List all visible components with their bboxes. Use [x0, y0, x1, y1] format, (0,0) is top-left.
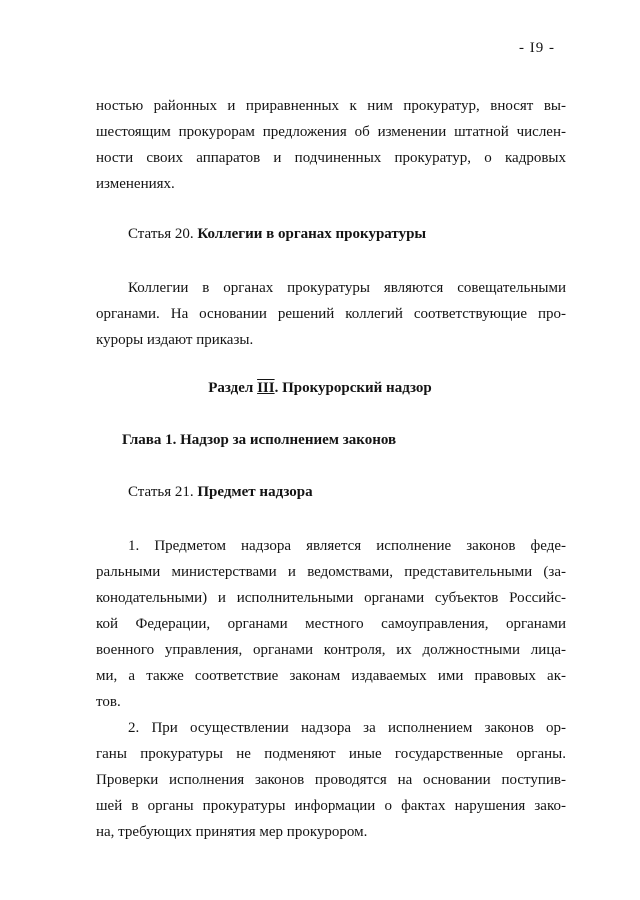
- article-21-para1-line: кой Федерации, органами местного самоуправления, органами: [96, 616, 566, 632]
- article-21-title: Предмет надзора: [197, 484, 313, 500]
- article-20-heading: [128, 226, 426, 243]
- article-21-heading: [128, 484, 313, 501]
- section-prefix: Раздел: [208, 380, 258, 396]
- intro-line: ностью районных и приравненных к ним прокуратур, вносят вы-: [96, 98, 566, 114]
- article-20-prefix: Статья 20.: [128, 226, 194, 242]
- intro-line: ности своих аппаратов и подчиненных прокуратур, о кадровых: [96, 150, 566, 166]
- section-title: . Прокурорский надзор: [274, 380, 432, 396]
- article-21-para2-line: Проверки исполнения законов проводятся на основании поступив-: [96, 772, 566, 788]
- intro-line: шестоящим прокурорам предложения об изменении штатной числен-: [96, 124, 566, 140]
- article-21-para2-line: ганы прокуратуры не подменяют иные государственные органы.: [96, 746, 566, 762]
- article-21-para1-line: тов.: [96, 694, 121, 710]
- article-21-prefix: Статья 21.: [128, 484, 194, 500]
- intro-line: изменениях.: [96, 176, 175, 192]
- article-21-para2-line: 2. При осуществлении надзора за исполнением законов ор-: [128, 720, 566, 736]
- article-20-line: Коллегии в органах прокуратуры являются совещательными: [128, 280, 566, 296]
- article-21-para2-line: на, требующих принятия мер прокурором.: [96, 824, 368, 840]
- article-20-title: Коллегии в органах прокуратуры: [197, 226, 427, 242]
- article-21-para2-line: шей в органы прокуратуры информации о фактах нарушения зако-: [96, 798, 566, 814]
- article-20-line: органами. На основании решений коллегий соответствующие про-: [96, 306, 566, 322]
- article-21-para1-line: ми, а также соответствие законам издаваемых ими правовых ак-: [96, 668, 566, 684]
- section-heading: [0, 380, 640, 397]
- article-21-para1-line: военного управления, органами контроля, их должностными лица-: [96, 642, 566, 658]
- article-20-line: куроры издают приказы.: [96, 332, 254, 348]
- chapter-heading: Глава 1. Надзор за исполнением законов: [122, 432, 397, 448]
- article-21-para1-line: конодательными) и исполнительными органами субъектов Российс-: [96, 590, 566, 606]
- section-numeral: III: [257, 380, 275, 396]
- page-number: - I9 -: [519, 40, 555, 56]
- article-21-para1-line: 1. Предметом надзора является исполнение законов феде-: [128, 538, 566, 554]
- article-21-para1-line: ральными министерствами и ведомствами, представительными (за-: [96, 564, 566, 580]
